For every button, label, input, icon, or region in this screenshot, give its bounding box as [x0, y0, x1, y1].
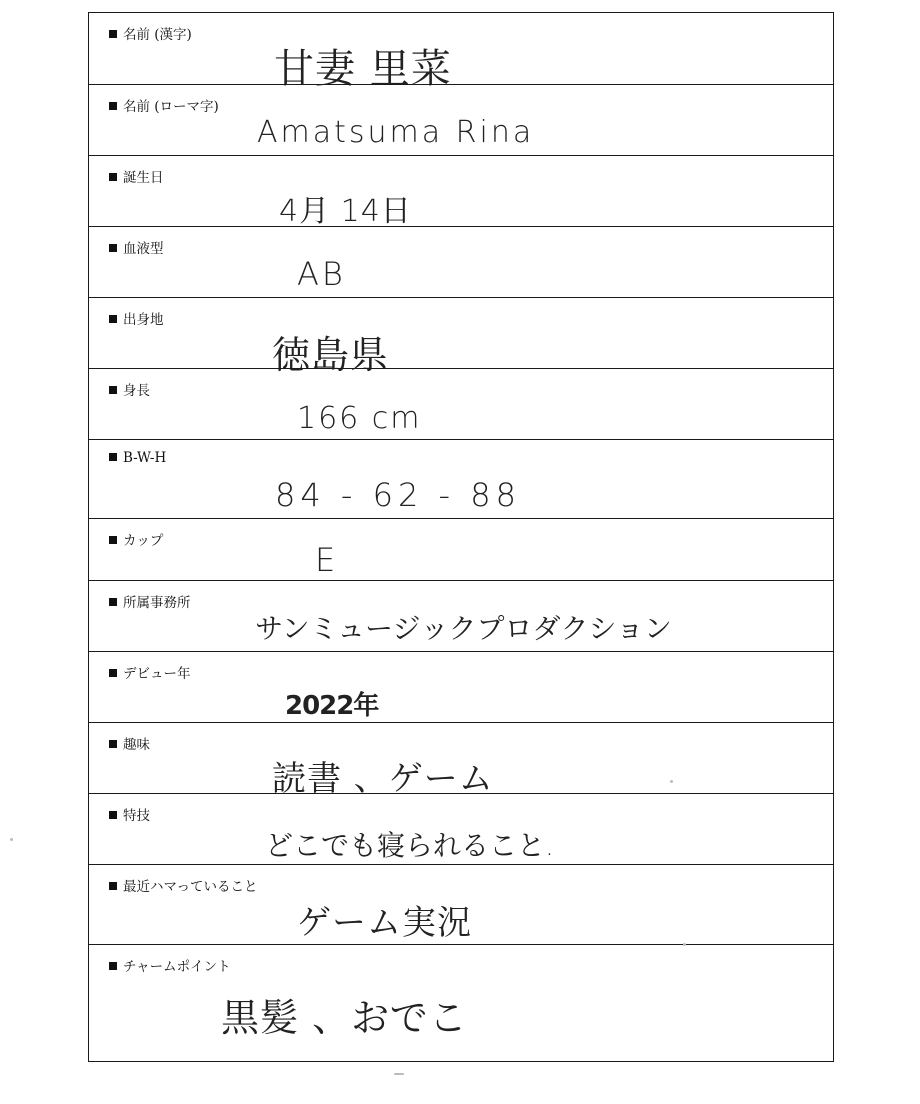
field-label: チャームポイント [123, 959, 231, 975]
field-row-current-obsession [89, 864, 833, 944]
field-value: ゲーム実況 [297, 903, 472, 943]
bullet-square-icon [109, 102, 117, 110]
scan-speck [10, 838, 13, 841]
field-row-blood-type [89, 226, 833, 297]
field-row-name-romaji [89, 84, 833, 155]
scan-speck [670, 780, 673, 783]
field-value: Amatsuma Rina [257, 115, 535, 150]
bullet-square-icon [109, 882, 117, 890]
field-label: 誕生日 [123, 170, 164, 186]
field-value: 徳島県 [272, 333, 390, 377]
field-row-birthplace [89, 297, 833, 377]
field-value: 166 cm [297, 401, 422, 436]
field-row-name-kanji [89, 12, 833, 92]
field-row-bwh [89, 439, 833, 518]
field-row-hobby [89, 722, 833, 799]
field-label: 名前 (漢字) [123, 27, 192, 43]
field-label: 身長 [123, 383, 150, 399]
bullet-square-icon [109, 962, 117, 970]
field-value: 黒髪 、おでこ [221, 996, 468, 1040]
scan-speck [683, 943, 686, 946]
field-row-cup [89, 518, 833, 580]
field-row-birthday [89, 155, 833, 229]
field-label: デビュー年 [123, 666, 191, 682]
field-label: 所属事務所 [123, 595, 191, 611]
bullet-square-icon [109, 386, 117, 394]
field-row-special-skill [89, 793, 833, 864]
profile-sheet [88, 12, 834, 1062]
field-row-debut-year [89, 651, 833, 722]
field-label: 趣味 [123, 737, 150, 753]
bullet-square-icon [109, 315, 117, 323]
field-value: AB [297, 255, 346, 293]
scan-speck [394, 1073, 404, 1075]
field-value: 読書 、ゲーム [272, 759, 494, 799]
bullet-square-icon [109, 173, 117, 181]
field-value: どこでも寝られること. [265, 829, 554, 862]
field-label: B-W-H [123, 450, 167, 466]
field-row-agency [89, 580, 833, 651]
field-label: 特技 [123, 808, 150, 824]
field-value: 4月 14日 [279, 194, 412, 229]
field-value: 甘妻 里菜 [274, 46, 452, 92]
field-value: E [315, 541, 337, 579]
bullet-square-icon [109, 811, 117, 819]
bullet-square-icon [109, 536, 117, 544]
bullet-square-icon [109, 30, 117, 38]
bullet-square-icon [109, 598, 117, 606]
field-value: 2022年 [285, 691, 379, 721]
field-row-height [89, 368, 833, 439]
field-label: カップ [123, 533, 164, 549]
bullet-square-icon [109, 244, 117, 252]
field-value: サンミュージックプロダクション [255, 612, 672, 645]
field-value: 84 - 62 - 88 [275, 476, 521, 514]
field-label: 最近ハマっていること [123, 879, 258, 895]
bullet-square-icon [109, 740, 117, 748]
bullet-square-icon [109, 669, 117, 677]
field-label: 出身地 [123, 312, 164, 328]
bullet-square-icon [109, 453, 117, 461]
field-label: 名前 (ローマ字) [123, 99, 219, 115]
field-label: 血液型 [123, 241, 164, 257]
field-row-charm-point [89, 944, 833, 1062]
